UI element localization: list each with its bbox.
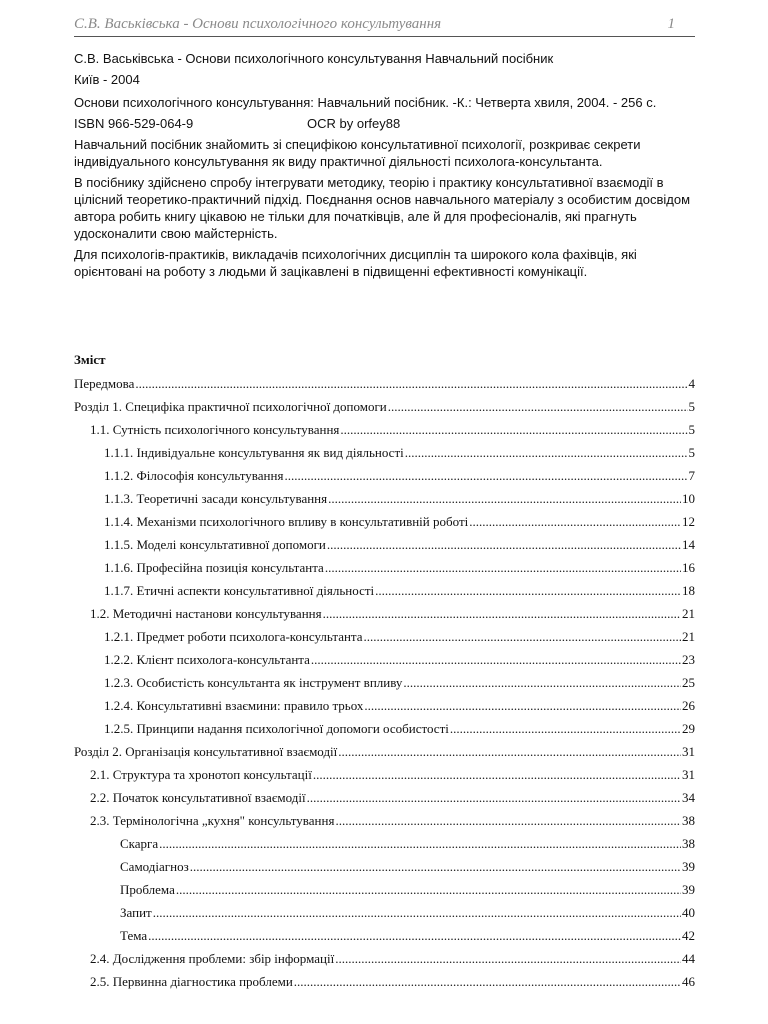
toc-entry-title: 1.1.7. Етичні аспекти консультативної діяльності (104, 583, 375, 598)
toc-entry-title: 1.1. Сутність психологічного консультування (90, 422, 340, 437)
toc-entry[interactable] (74, 422, 695, 445)
toc-entry-page: 29 (682, 721, 695, 736)
toc-entry-page: 31 (682, 744, 695, 759)
toc-entry-title: 1.2.3. Особистість консультанта як інструмент впливу (104, 675, 403, 690)
toc-leader-dots (338, 744, 681, 760)
toc-entry-page: 5 (688, 445, 695, 460)
toc-entry-title: 1.2.2. Клієнт психолога-консультанта (104, 652, 310, 667)
toc-entry[interactable] (74, 537, 695, 560)
toc-leader-dots (364, 629, 681, 645)
toc-leader-dots (284, 468, 687, 484)
toc-entry[interactable] (74, 583, 695, 606)
abstract-paragraph-2: В посібнику здійснено спробу інтегрувати методику, теорію і практику консультативної взаємодії в цілісний теоретико-практичний підхід. Поєднання основ навчального матеріалу з особистим досвідом автора робить книгу цікавою не тільки для початківців, але й для професіоналів, які прагнуть удосконалити свою майстерність. (74, 175, 691, 241)
toc-entry[interactable] (74, 629, 695, 652)
toc-entry-title: 1.2.4. Консультативні взаємини: правило трьох (104, 698, 364, 713)
toc-entry[interactable] (74, 514, 695, 537)
toc-entry-page: 38 (682, 836, 695, 851)
toc-entry-page: 42 (682, 928, 695, 943)
toc-leader-dots (153, 905, 681, 921)
toc-entry[interactable] (74, 491, 695, 514)
toc-leader-dots (469, 514, 681, 530)
intro-section (74, 50, 695, 280)
toc-entry-title: Передмова (74, 376, 135, 391)
toc-entry-page: 10 (682, 491, 695, 506)
toc-leader-dots (335, 951, 681, 967)
toc-entry[interactable] (74, 882, 695, 905)
toc-entry-page: 12 (682, 514, 695, 529)
toc-entry-page: 5 (688, 422, 695, 437)
isbn: ISBN 966-529-064-9 (74, 116, 194, 131)
toc-entry-page: 5 (688, 399, 695, 414)
toc-entry-page: 16 (682, 560, 695, 575)
toc-leader-dots (450, 721, 681, 737)
toc-entry-page: 21 (682, 606, 695, 621)
toc-entry-title: 1.1.6. Професійна позиція консультанта (104, 560, 324, 575)
abstract-paragraph-3: Для психологів-практиків, викладачів психологічних дисциплін та широкого кола фахівців, які орієнтовані на роботу з людьми й зацікавлені в підвищенні ефективності комунікації. (74, 247, 637, 279)
toc-entry-page: 38 (682, 813, 695, 828)
toc-entry-page: 4 (688, 376, 695, 391)
toc-leader-dots (405, 445, 688, 461)
toc-leader-dots (340, 422, 687, 438)
toc-entry[interactable] (74, 951, 695, 974)
toc-entry-title: Запит (120, 905, 152, 920)
toc-leader-dots (364, 698, 681, 714)
toc-entry[interactable] (74, 399, 695, 422)
toc-entry[interactable] (74, 652, 695, 675)
toc-entry-page: 44 (682, 951, 695, 966)
toc-entry-page: 21 (682, 629, 695, 644)
toc-entry-title: 1.1.1. Індивідуальне консультування як вид діяльності (104, 445, 404, 460)
toc-entry-title: 1.1.3. Теоретичні засади консультування (104, 491, 328, 506)
toc-entry-page: 39 (682, 882, 695, 897)
toc-entry-page: 40 (682, 905, 695, 920)
toc-leader-dots (313, 767, 681, 783)
isbn-row (74, 115, 695, 132)
toc-entry-title: 2.5. Первинна діагностика проблеми (90, 974, 293, 989)
toc-entry-title: 1.1.5. Моделі консультативної допомоги (104, 537, 326, 552)
toc-entry[interactable] (74, 974, 695, 997)
toc-entry-page: 46 (682, 974, 695, 989)
toc-leader-dots (307, 790, 681, 806)
toc-entry[interactable] (74, 836, 695, 859)
toc-entry-page: 14 (682, 537, 695, 552)
toc-entry[interactable] (74, 744, 695, 767)
header-page-number: 1 (667, 16, 675, 32)
toc-leader-dots (135, 376, 687, 392)
toc-entry[interactable] (74, 767, 695, 790)
toc-entry[interactable] (74, 721, 695, 744)
toc-entry-title: 1.2. Методичні настанови консультування (90, 606, 322, 621)
toc-entry[interactable] (74, 859, 695, 882)
toc-entry-title: Тема (120, 928, 148, 943)
toc-leader-dots (403, 675, 681, 691)
toc-entry-title: 1.1.4. Механізми психологічного впливу в консультативній роботі (104, 514, 469, 529)
book-title-line: С.В. Васьківська - Основи психологічного консультування Навчальний посібник (74, 51, 554, 66)
toc-entry-page: 7 (688, 468, 695, 483)
toc-leader-dots (311, 652, 681, 668)
table-of-contents (74, 352, 695, 997)
toc-leader-dots (335, 813, 681, 829)
toc-entry-title: Самодіагноз (120, 859, 189, 874)
abstract-paragraph-1: Навчальний посібник знайомить зі специфікою консультативної психології, розкриває секрети індивідуального консультування як виду практичної діяльності психолога-консультанта. (74, 137, 641, 169)
toc-entry-title: 1.2.5. Принципи надання психологічної допомоги особистості (104, 721, 449, 736)
bibliographic-line: Основи психологічного консультування: Навчальний посібник. -К.: Четверта хвиля, 2004. - 256 с. (74, 95, 657, 110)
toc-leader-dots (148, 928, 681, 944)
toc-heading: Зміст (74, 352, 106, 367)
toc-entry[interactable] (74, 928, 695, 951)
ocr-credit: OCR by orfey88 (307, 116, 401, 131)
toc-entry-title: Розділ 1. Специфіка практичної психологічної допомоги (74, 399, 387, 414)
toc-leader-dots (176, 882, 681, 898)
toc-entry-page: 23 (682, 652, 695, 667)
toc-entry[interactable] (74, 560, 695, 583)
toc-leader-dots (294, 974, 681, 990)
toc-entry[interactable] (74, 675, 695, 698)
toc-entry-page: 31 (682, 767, 695, 782)
toc-entry[interactable] (74, 698, 695, 721)
toc-leader-dots (190, 859, 681, 875)
toc-entry[interactable] (74, 905, 695, 928)
toc-entry[interactable] (74, 606, 695, 629)
toc-entry[interactable] (74, 813, 695, 836)
city-year-line: Київ - 2004 (74, 72, 140, 87)
toc-entry-title: 1.2.1. Предмет роботи психолога-консультанта (104, 629, 363, 644)
toc-leader-dots (388, 399, 688, 415)
toc-leader-dots (159, 836, 681, 852)
toc-entry[interactable] (74, 468, 695, 491)
toc-leader-dots (323, 606, 681, 622)
toc-leader-dots (375, 583, 681, 599)
toc-entry[interactable] (74, 445, 695, 468)
running-header (74, 14, 695, 37)
toc-entry-page: 34 (682, 790, 695, 805)
toc-entry-title: Розділ 2. Організація консультативної взаємодії (74, 744, 338, 759)
toc-entry-title: 2.3. Термінологічна „кухня" консультування (90, 813, 335, 828)
toc-entry-page: 39 (682, 859, 695, 874)
toc-entry-title: 1.1.2. Філософія консультування (104, 468, 284, 483)
toc-entry[interactable] (74, 790, 695, 813)
toc-entry-page: 18 (682, 583, 695, 598)
toc-leader-dots (325, 560, 681, 576)
toc-entry-title: 2.4. Дослідження проблеми: збір інформації (90, 951, 335, 966)
toc-entry[interactable] (74, 376, 695, 399)
toc-leader-dots (328, 491, 681, 507)
toc-leader-dots (327, 537, 681, 553)
toc-entry-title: Проблема (120, 882, 175, 897)
toc-entry-title: 2.1. Структура та хронотоп консультації (90, 767, 312, 782)
toc-entry-title: Скарга (120, 836, 159, 851)
toc-entry-page: 26 (682, 698, 695, 713)
toc-entry-page: 25 (682, 675, 695, 690)
header-title: С.В. Васьківська - Основи психологічного консультування (74, 16, 442, 32)
toc-entry-title: 2.2. Початок консультативної взаємодії (90, 790, 306, 805)
